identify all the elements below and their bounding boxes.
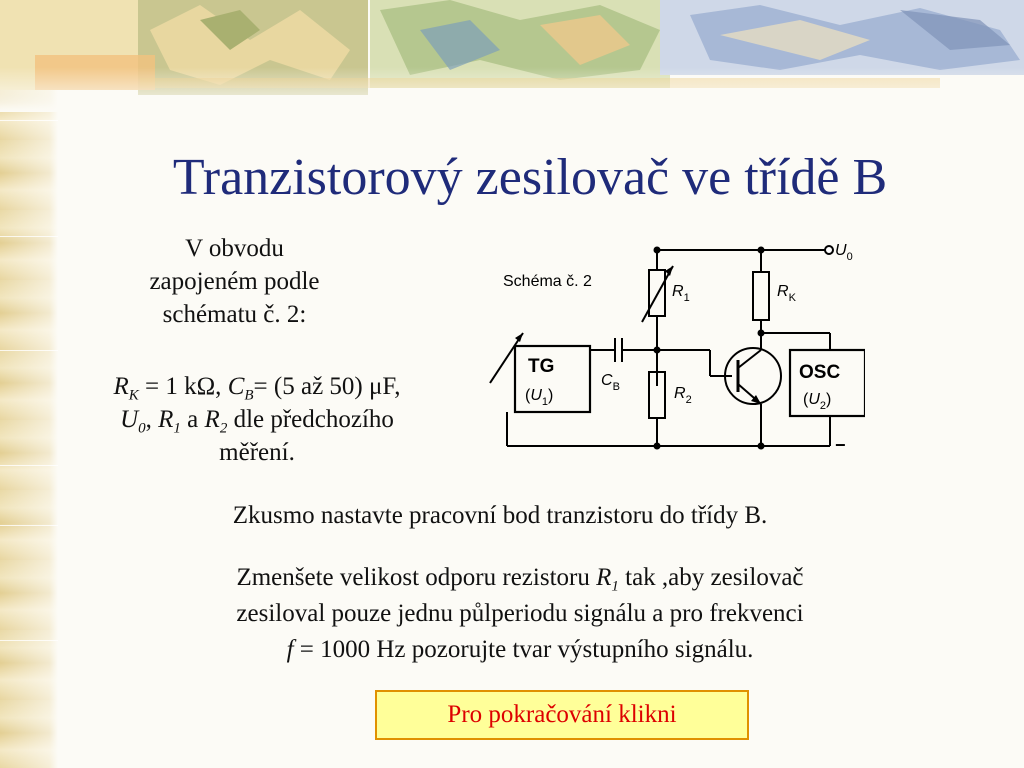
osc-voltage-label: $(U_2)$ xyxy=(803,391,832,412)
intro-line-1: V obvodu xyxy=(185,235,284,262)
osc-label: OSC xyxy=(799,362,841,383)
schematic-caption: Schéma č. 2 xyxy=(503,273,592,290)
r2-label: $R_2$ xyxy=(674,385,692,406)
params-line-1: $R_K = 1$ kΩ, $C_B= (5$ až 50) μF, xyxy=(113,373,401,404)
instruction-2-line-3: f = 1000 Hz pozorujte tvar výstupního signálu. xyxy=(286,636,754,663)
tg-label: TG xyxy=(528,356,555,377)
intro-text xyxy=(62,232,407,331)
slide-title: Tranzistorový zesilovač ve třídě B xyxy=(172,149,888,206)
instruction-1: Zkusmo nastavte pracovní bod tranzistoru do třídy B. xyxy=(232,502,768,529)
instruction-2 xyxy=(90,560,950,668)
minus-terminal-label: − xyxy=(835,435,846,455)
instruction-2-line-2: zesiloval pouze jednu půlperiodu signálu a pro frekvenci xyxy=(236,600,804,627)
continue-button[interactable]: Pro pokračování klikni xyxy=(375,690,749,740)
instruction-2-line-1: Zmenšete velikost odporu rezistoru $R_1$ tak ,aby zesilovač xyxy=(236,564,804,595)
top-decor-banner xyxy=(0,0,1024,112)
circuit-schematic xyxy=(485,238,865,463)
params-line-2: $U_0$, $R_1$ a $R_2$ dle předchozího xyxy=(120,406,394,437)
parameters-text xyxy=(52,370,462,469)
u0-label: $U_0$ xyxy=(835,242,853,263)
r1-label: $R_1$ xyxy=(672,283,690,304)
left-decor-strip xyxy=(0,0,58,768)
params-line-3: měření. xyxy=(219,439,295,466)
intro-line-2: zapojeném podle xyxy=(149,268,320,295)
tg-voltage-label: $(U_1)$ xyxy=(525,387,554,408)
rk-label: $R_K$ xyxy=(777,283,796,304)
intro-line-3: schématu č. 2: xyxy=(162,301,307,328)
cb-label: $C_B$ xyxy=(601,372,620,393)
